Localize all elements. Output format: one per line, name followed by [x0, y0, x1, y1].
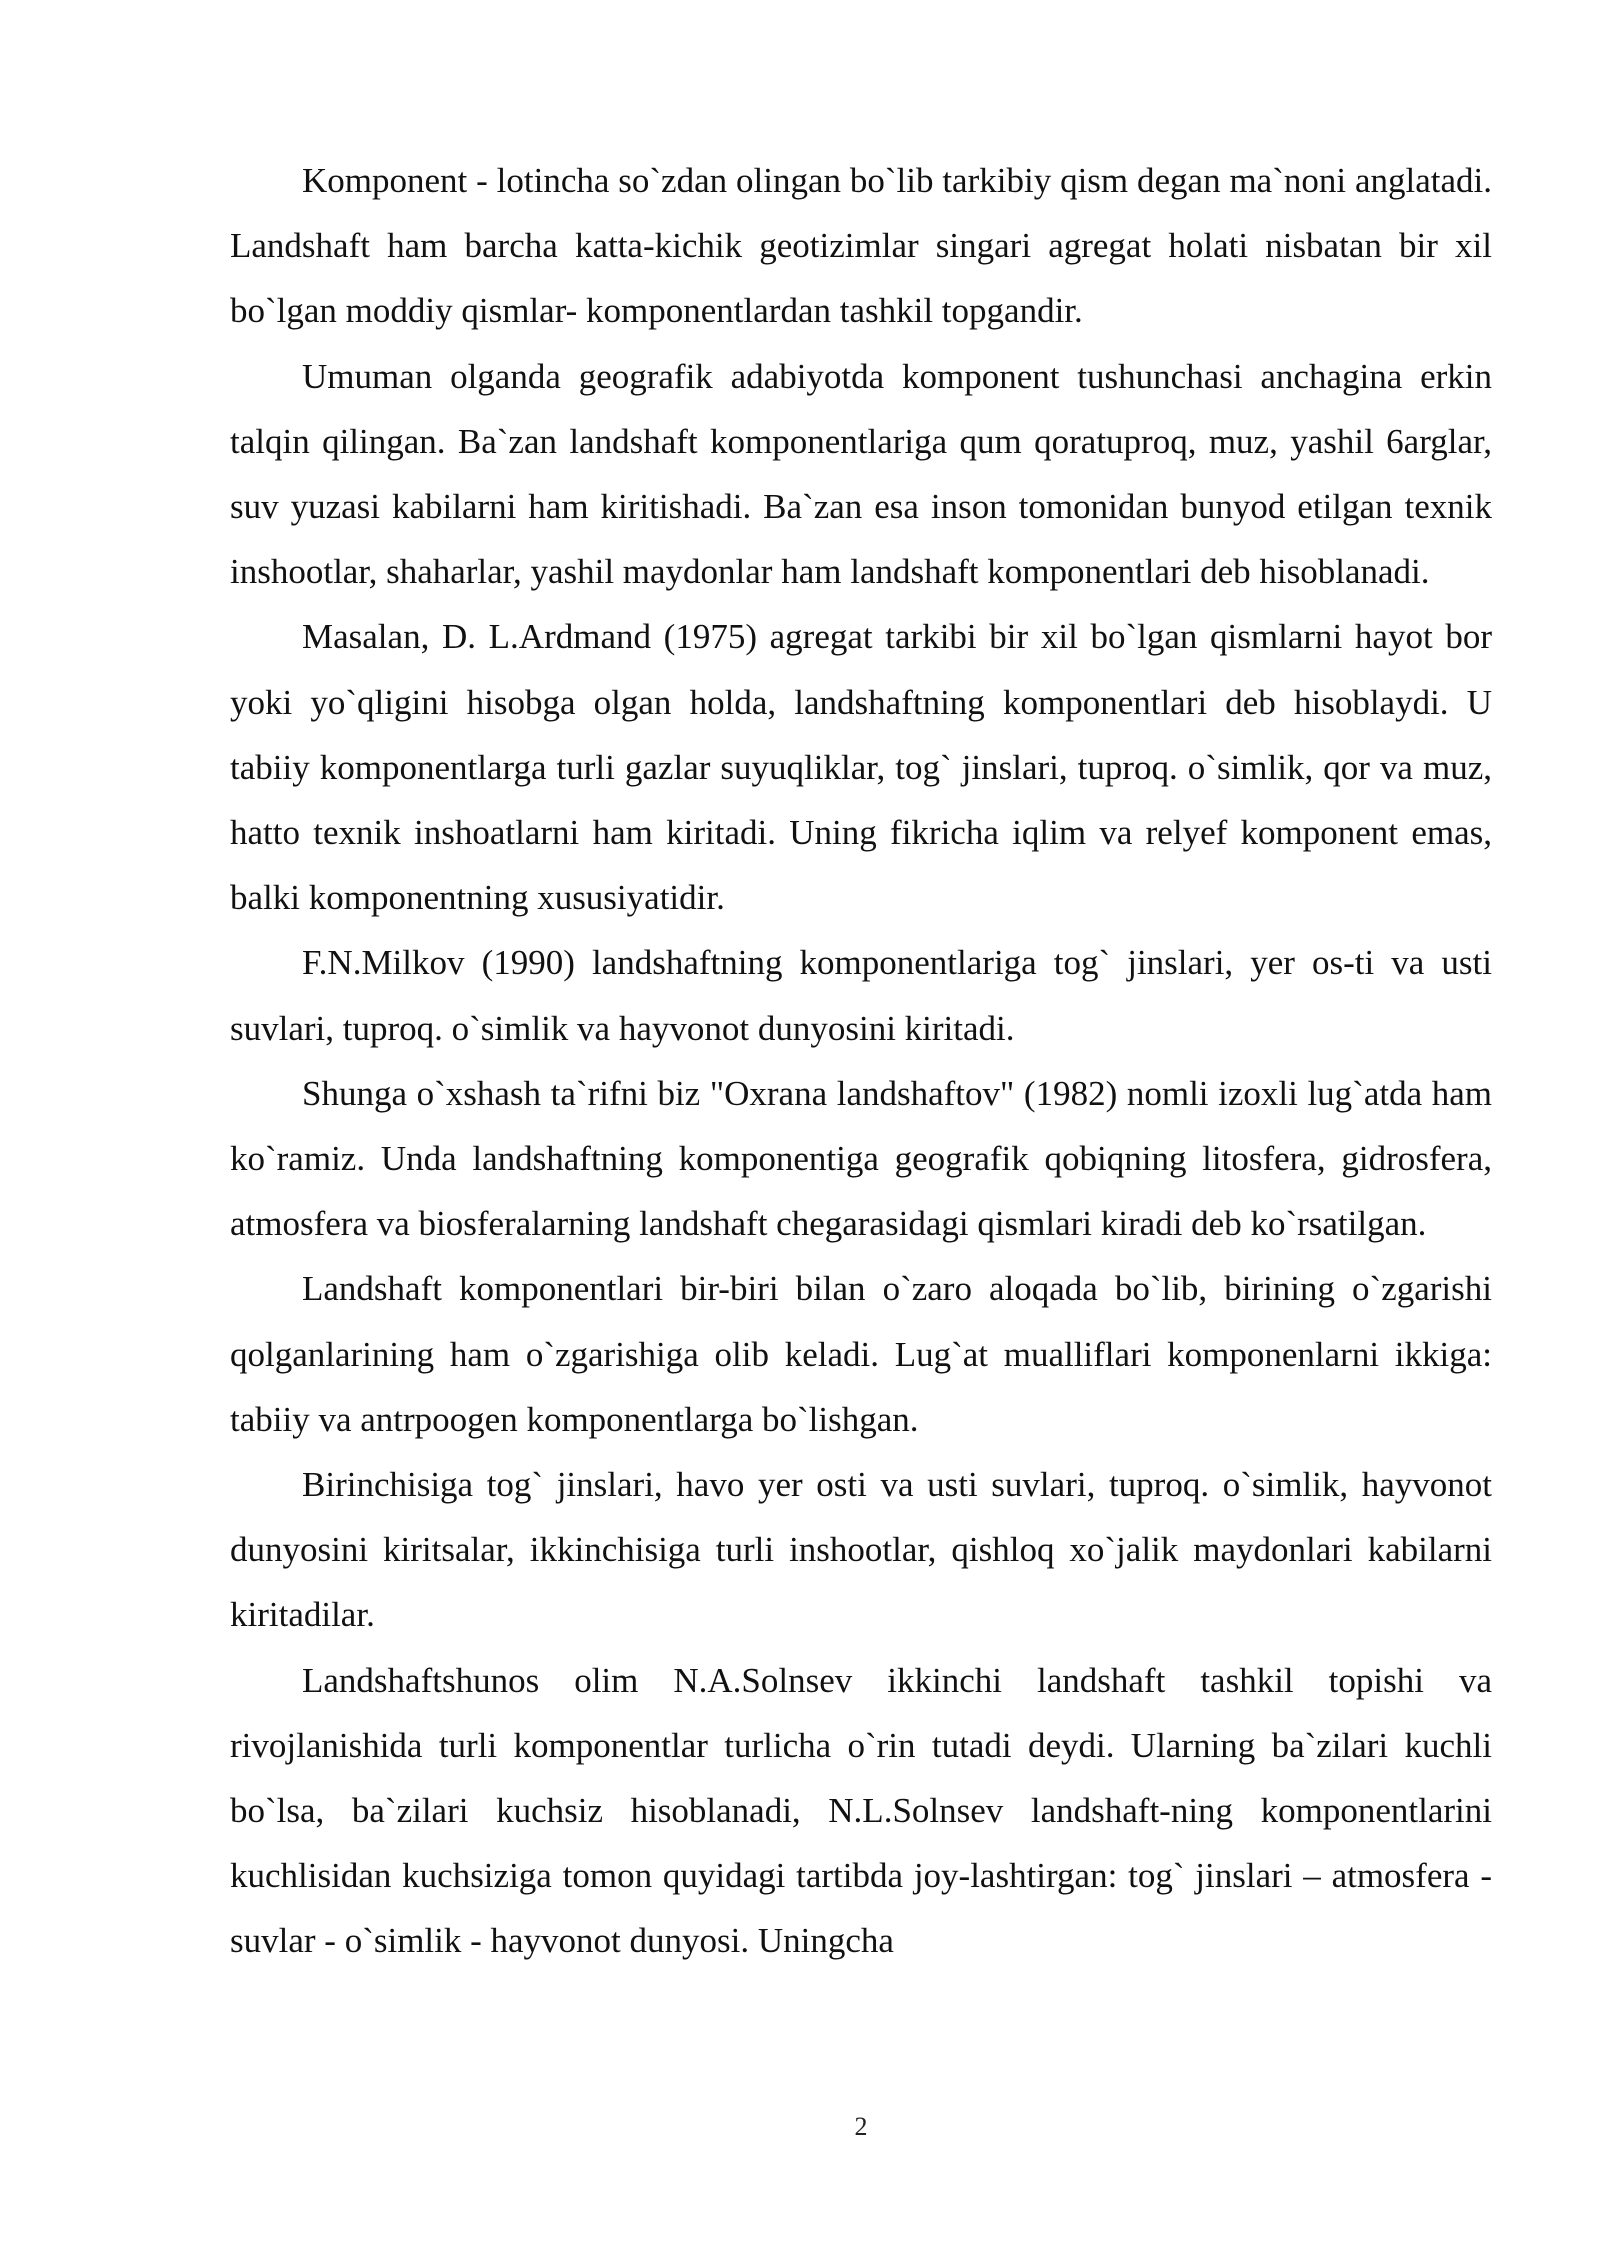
paragraph: Birinchisiga tog` jinslari, havo yer osti va usti suvlari, tuproq. o`simlik, hayvonot dunyosini kiritsalar, ikkinchisiga turli inshootlar, qishloq xo`jalik maydonlari kabilarni kiritadilar. [230, 1465, 1492, 1635]
page-number: 2 [854, 2112, 868, 2141]
paragraph: Umuman olganda geografik adabiyotda komponent tushunchasi anchagina erkin talqin qilingan. Ba`zan landshaft komponentlariga qum qoratuproq, muz, yashil 6arglar, suv yuzasi kabilarni ham kiritishadi. Ba`zan esa inson tomonidan bunyod etilgan texnik inshootlar, shaharlar, yashil maydonlar ham landshaft komponentlari deb hisoblanadi. [230, 356, 1492, 592]
paragraph: Masalan, D. L.Ardmand (1975) agregat tarkibi bir xil bo`lgan qismlarni hayot bor yoki yo`qligini hisobga olgan holda, landshaftning komponentlari deb hisoblaydi. U tabiiy komponentlarga turli gazlar suyuqliklar, tog` jinslari, tuproq. o`simlik, qor va muz, hatto texnik inshoatlarni ham kiritadi. Uning fikricha iqlim va relyef komponent emas, balki komponentning xususiyatidir. [230, 617, 1492, 918]
paragraph: Landshaftshunos olim N.A.Solnsev ikkinchi landshaft tashkil topishi va rivojlanishida turli komponentlar turlicha o`rin tutadi deydi. Ularning ba`zilari kuchli bo`lsa, ba`zilari kuchsiz hisoblanadi, N.L.Solnsev landshaft-ning komponentlarini kuchlisidan kuchsiziga tomon quyidagi tartibda joy-lashtirgan: tog` jinslari – atmosfera - suvlar - o`simlik - hayvonot dunyosi. Uningcha [230, 1660, 1492, 1961]
paragraph: F.N.Milkov (1990) landshaftning komponentlariga tog` jinslari, yer os-ti va usti suvlari, tuproq. o`simlik va hayvonot dunyosini kiritadi. [230, 943, 1492, 1048]
paragraph: Landshaft komponentlari bir-biri bilan o`zaro aloqada bo`lib, birining o`zgarishi qolganlarining ham o`zgarishiga olib keladi. Lug`at mualliflari komponenlarni ikkiga: tabiiy va antrpoogen komponentlarga bo`lishgan. [230, 1269, 1492, 1439]
document-body [230, 148, 1492, 1974]
paragraph: Shunga o`xshash ta`rifni biz "Oxrana landshaftov" (1982) nomli izoxli lug`atda ham ko`ramiz. Unda landshaftning komponentiga geografik qobiqning litosfera, gidrosfera, atmosfera va biosferalarning landshaft chegarasidagi qismlari kiradi deb ko`rsatilgan. [230, 1073, 1492, 1244]
paragraph: Komponent - lotincha so`zdan olingan bo`lib tarkibiy qism degan ma`noni anglatadi. Landshaft ham barcha katta-kichik geotizimlar singari agregat holati nisbatan bir xil bo`lgan moddiy qismlar- komponentlardan tashkil topgandir. [230, 161, 1492, 331]
